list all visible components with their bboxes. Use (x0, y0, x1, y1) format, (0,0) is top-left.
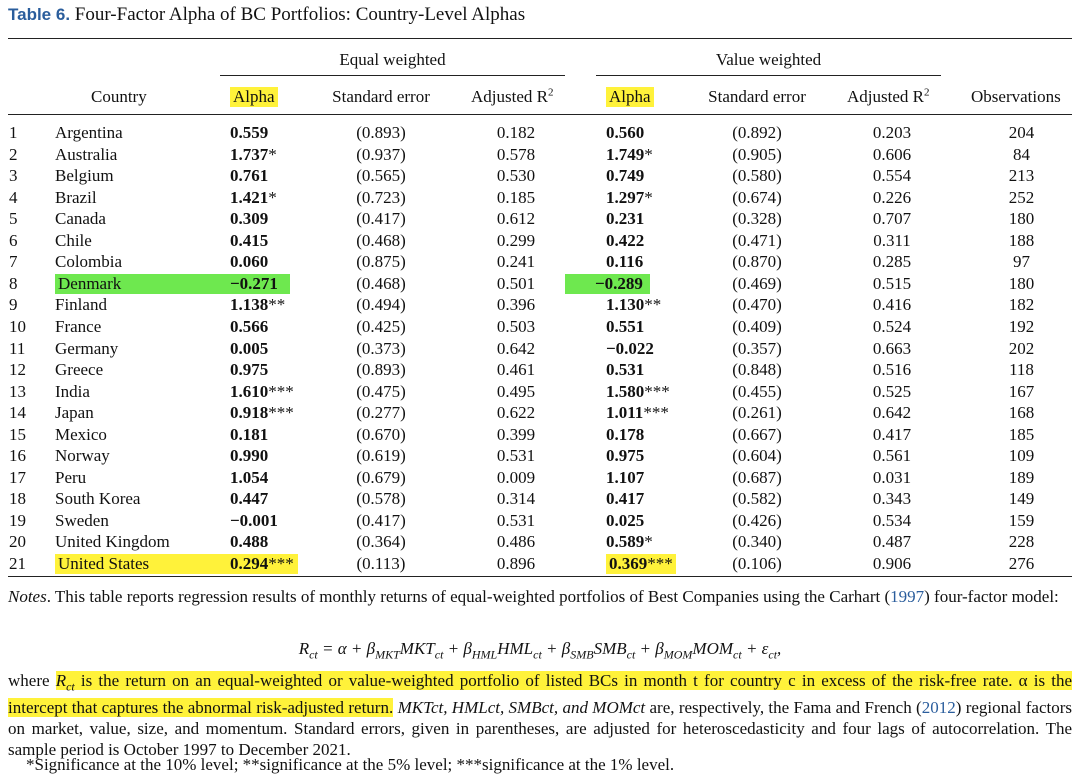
row-r2-ew: 0.896 (496, 554, 536, 573)
row-se-ew: (0.277) (356, 403, 406, 422)
row-alpha-vw: 0.231 (606, 209, 645, 228)
row-alpha-vw: 0.975 (606, 446, 645, 465)
row-alpha-vw: 0.369*** (606, 554, 676, 574)
row-country: Australia (55, 145, 118, 164)
row-se-vw: (0.674) (732, 188, 782, 207)
row-alpha-ew: 0.294*** (218, 554, 298, 574)
row-se-ew: (0.113) (356, 554, 406, 573)
row-se-ew: (0.578) (356, 489, 406, 508)
group-equal-weighted: Equal weighted (339, 50, 446, 69)
carhart-equation: $R_{ct} = \alpha + \beta_{MKT}MKT_{ct} + \beta_{HML}HML_{ct} + \beta_{SMB}SMB_{ct} + \beta_{MOM}MOM_{ct} + \varepsilon_{ct}$, (298, 639, 782, 662)
row-alpha-ew: 0.181 (230, 425, 269, 444)
row-observations: 213 (1008, 166, 1035, 185)
row-r2-vw: 0.416 (872, 295, 912, 314)
row-se-vw: (0.848) (732, 360, 782, 379)
row-se-vw: (0.870) (732, 252, 782, 271)
table-title (8, 4, 525, 26)
row-alpha-vw: 0.589* (606, 532, 653, 551)
row-observations: 204 (1008, 123, 1035, 142)
row-r2-ew: 0.531 (496, 446, 536, 465)
row-alpha-vw: 1.011*** (606, 403, 669, 422)
row-r2-ew: 0.009 (496, 468, 536, 487)
row-number: 8 (9, 274, 18, 293)
row-r2-ew: 0.241 (496, 252, 536, 271)
row-se-vw: (0.469) (732, 274, 782, 293)
row-number: 20 (9, 532, 26, 551)
row-se-vw: (0.106) (732, 554, 782, 573)
header-se-vw: Standard error (708, 87, 806, 106)
row-alpha-ew: 0.415 (230, 231, 269, 250)
row-alpha-vw: 1.130** (606, 295, 662, 314)
row-number: 14 (9, 403, 26, 422)
row-alpha-ew: 0.309 (230, 209, 269, 228)
row-r2-vw: 0.561 (872, 446, 912, 465)
row-se-ew: (0.494) (356, 295, 406, 314)
row-observations: 167 (1008, 382, 1035, 401)
row-observations: 228 (1008, 532, 1035, 551)
header-adjr2-ew: Adjusted $R^2$ (471, 86, 554, 106)
row-alpha-vw: 0.178 (606, 425, 645, 444)
row-observations: 168 (1008, 403, 1035, 422)
row-country: South Korea (55, 489, 141, 508)
row-r2-vw: 0.642 (872, 403, 912, 422)
row-se-ew: (0.893) (356, 123, 406, 142)
row-country: France (55, 317, 102, 336)
row-number: 9 (9, 295, 18, 314)
row-alpha-vw: 0.116 (606, 252, 644, 271)
row-r2-ew: 0.461 (496, 360, 536, 379)
row-se-ew: (0.417) (356, 511, 406, 530)
row-r2-vw: 0.285 (872, 252, 912, 271)
row-alpha-ew: 1.421* (230, 188, 277, 207)
row-alpha-vw: 0.417 (606, 489, 645, 508)
row-observations: 180 (1008, 209, 1035, 228)
row-r2-ew: 0.299 (496, 231, 536, 250)
row-alpha-ew: 1.610*** (230, 382, 294, 401)
row-country: Argentina (55, 123, 123, 142)
row-se-vw: (0.261) (732, 403, 782, 422)
row-r2-ew: 0.396 (496, 295, 536, 314)
row-r2-vw: 0.515 (872, 274, 912, 293)
row-se-ew: (0.468) (356, 274, 406, 293)
row-country: Belgium (55, 166, 114, 185)
row-r2-ew: 0.612 (496, 209, 536, 228)
row-number: 1 (9, 123, 18, 142)
row-observations: 118 (1009, 360, 1034, 379)
row-alpha-ew: 0.990 (230, 446, 269, 465)
row-alpha-ew: 0.566 (230, 317, 269, 336)
row-observations: 185 (1008, 425, 1035, 444)
row-country: Mexico (55, 425, 107, 444)
row-country: United States (55, 554, 251, 574)
row-number: 6 (9, 231, 18, 250)
row-alpha-vw: 0.551 (606, 317, 645, 336)
row-alpha-ew: 1.737* (230, 145, 277, 164)
row-alpha-vw: 1.107 (606, 468, 645, 487)
row-alpha-vw: −0.022 (606, 339, 654, 358)
row-se-ew: (0.619) (356, 446, 406, 465)
row-number: 19 (9, 511, 26, 530)
row-se-vw: (0.426) (732, 511, 782, 530)
row-number: 5 (9, 209, 18, 228)
row-alpha-vw: 0.025 (606, 511, 645, 530)
row-se-vw: (0.340) (732, 532, 782, 551)
row-number: 17 (9, 468, 26, 487)
notes-paragraph-2: where $R_{ct}$ is the return on an equal-weighted or value-weighted portfolio of listed BCs in month t for country c in excess of the risk-free rate. α is the intercept that captures the abnormal risk-adjusted return. MKTct, HMLct, SMBct, and MOMct are, respectively, the Fama and French (2012) regional factors on market, value, size, and momentum. Standard errors, given in parentheses, are adjusted for heteroscedasticity and four lags of autocorrelation. The sample period is October 1997 to December 2021. (8, 671, 1072, 760)
row-country: Finland (55, 295, 107, 314)
row-observations: 149 (1008, 489, 1035, 508)
row-observations: 180 (1008, 274, 1035, 293)
row-observations: 276 (1008, 554, 1035, 573)
row-se-vw: (0.604) (732, 446, 782, 465)
row-alpha-ew: 0.761 (230, 166, 269, 185)
row-observations: 252 (1008, 188, 1035, 207)
row-country: Norway (55, 446, 110, 465)
row-alpha-vw: 0.560 (606, 123, 645, 142)
row-se-ew: (0.723) (356, 188, 406, 207)
header-adjr2-vw: Adjusted $R^2$ (847, 86, 930, 106)
row-country: Sweden (55, 511, 109, 530)
row-number: 3 (9, 166, 18, 185)
row-country: India (55, 382, 90, 401)
row-se-vw: (0.580) (732, 166, 782, 185)
row-se-ew: (0.364) (356, 532, 406, 551)
row-r2-vw: 0.554 (872, 166, 912, 185)
row-observations: 202 (1008, 339, 1035, 358)
row-number: 7 (9, 252, 18, 271)
row-r2-vw: 0.031 (872, 468, 912, 487)
header-se-ew: Standard error (332, 87, 430, 106)
row-r2-vw: 0.707 (872, 209, 912, 228)
header-rule (8, 114, 1072, 115)
row-country: Colombia (55, 252, 123, 271)
notes-label: Notes (8, 587, 47, 606)
row-alpha-ew: 0.005 (230, 339, 269, 358)
row-r2-vw: 0.906 (872, 554, 912, 573)
row-se-vw: (0.328) (732, 209, 782, 228)
header-observations: Observations (971, 87, 1061, 106)
row-alpha-ew: 0.060 (230, 252, 269, 271)
row-country: Canada (55, 209, 106, 228)
row-r2-ew: 0.642 (496, 339, 536, 358)
row-observations: 188 (1008, 231, 1035, 250)
row-alpha-ew: 1.054 (230, 468, 269, 487)
row-alpha-ew: 1.138** (230, 295, 286, 314)
row-number: 21 (9, 554, 26, 573)
row-se-ew: (0.373) (356, 339, 406, 358)
row-observations: 189 (1008, 468, 1035, 487)
row-alpha-ew: 0.975 (230, 360, 269, 379)
header-alpha-ew: Alpha (230, 87, 278, 107)
row-observations: 159 (1008, 511, 1035, 530)
row-r2-vw: 0.343 (872, 489, 912, 508)
row-r2-ew: 0.486 (496, 532, 536, 551)
row-r2-vw: 0.525 (872, 382, 912, 401)
table-caption: Four-Factor Alpha of BC Portfolios: Country-Level Alphas (74, 4, 526, 25)
row-country: United Kingdom (55, 532, 170, 551)
row-se-ew: (0.417) (356, 209, 406, 228)
notes-paragraph-1: Notes. This table reports regression results of monthly returns of equal-weighted portfolios of Best Companies using the Carhart (1997) four-factor model: (8, 587, 1059, 606)
row-se-vw: (0.892) (732, 123, 782, 142)
row-number: 4 (9, 188, 18, 207)
row-alpha-vw: −0.289 (565, 274, 650, 294)
row-r2-vw: 0.663 (872, 339, 912, 358)
row-se-vw: (0.687) (732, 468, 782, 487)
row-se-vw: (0.905) (732, 145, 782, 164)
row-alpha-ew: 0.488 (230, 532, 269, 551)
row-r2-ew: 0.495 (496, 382, 536, 401)
significance-footnote: *Significance at the 10% level; **significance at the 5% level; ***significance at the 1% level. (26, 755, 675, 774)
bottom-rule (8, 576, 1072, 577)
row-country: Japan (55, 403, 94, 422)
row-r2-vw: 0.417 (872, 425, 912, 444)
ref-carhart-1997[interactable]: 1997 (890, 587, 925, 606)
row-r2-ew: 0.622 (496, 403, 536, 422)
row-se-ew: (0.937) (356, 145, 406, 164)
row-r2-vw: 0.534 (872, 511, 912, 530)
row-r2-ew: 0.182 (496, 123, 536, 142)
row-alpha-vw: 0.422 (606, 231, 645, 250)
row-r2-ew: 0.399 (496, 425, 536, 444)
row-number: 15 (9, 425, 26, 444)
row-se-ew: (0.875) (356, 252, 406, 271)
row-country: Denmark (55, 274, 251, 294)
row-observations: 109 (1008, 446, 1035, 465)
header-country: Country (91, 87, 147, 106)
row-se-ew: (0.565) (356, 166, 406, 185)
group-rule-equal (220, 75, 565, 76)
row-r2-ew: 0.501 (496, 274, 536, 293)
row-r2-ew: 0.530 (496, 166, 536, 185)
row-r2-vw: 0.226 (872, 188, 912, 207)
row-number: 13 (9, 382, 26, 401)
row-r2-ew: 0.503 (496, 317, 536, 336)
row-country: Brazil (55, 188, 97, 207)
row-number: 11 (9, 339, 26, 358)
row-number: 16 (9, 446, 26, 465)
row-r2-vw: 0.203 (872, 123, 912, 142)
row-alpha-ew: 0.918*** (230, 403, 294, 422)
row-se-vw: (0.582) (732, 489, 782, 508)
row-observations: 192 (1008, 317, 1035, 336)
row-alpha-ew: −0.001 (230, 511, 278, 530)
row-r2-vw: 0.516 (872, 360, 912, 379)
row-se-vw: (0.667) (732, 425, 782, 444)
row-country: Chile (55, 231, 92, 250)
row-se-ew: (0.468) (356, 231, 406, 250)
row-r2-ew: 0.531 (496, 511, 536, 530)
ref-fama-french-2012[interactable]: 2012 (921, 698, 956, 718)
group-rule-value (596, 75, 941, 76)
row-observations: 84 (1013, 145, 1030, 164)
table-label: Table 6. (8, 5, 71, 24)
row-country: Germany (55, 339, 119, 358)
top-rule (8, 38, 1072, 39)
row-alpha-ew: 0.559 (230, 123, 269, 142)
row-alpha-vw: 0.531 (606, 360, 645, 379)
row-alpha-ew: −0.271 (218, 274, 290, 294)
row-country: Peru (55, 468, 87, 487)
row-r2-vw: 0.311 (873, 231, 911, 250)
row-se-vw: (0.409) (732, 317, 782, 336)
row-se-ew: (0.670) (356, 425, 406, 444)
row-observations: 97 (1013, 252, 1030, 271)
highlighted-definition: $R_{ct}$ is the return on an equal-weighted or value-weighted portfolio of listed BCs in month t for country c in excess of the risk-free rate. α is the intercept that captures the abnormal risk-adjusted return. (8, 671, 1072, 718)
row-r2-vw: 0.487 (872, 532, 912, 551)
header-alpha-vw: Alpha (606, 87, 654, 107)
row-r2-vw: 0.524 (872, 317, 912, 336)
row-number: 2 (9, 145, 18, 164)
row-se-ew: (0.475) (356, 382, 406, 401)
group-value-weighted: Value weighted (715, 50, 822, 69)
row-se-ew: (0.679) (356, 468, 406, 487)
row-se-vw: (0.455) (732, 382, 782, 401)
row-alpha-vw: 0.749 (606, 166, 645, 185)
row-alpha-ew: 0.447 (230, 489, 269, 508)
row-r2-vw: 0.606 (872, 145, 912, 164)
row-observations: 182 (1008, 295, 1035, 314)
factor-list: MKTct, HMLct, SMBct, and MOMct (397, 698, 646, 718)
row-se-vw: (0.357) (732, 339, 782, 358)
row-alpha-vw: 1.749* (606, 145, 653, 164)
row-number: 18 (9, 489, 26, 508)
row-r2-ew: 0.578 (496, 145, 536, 164)
row-se-vw: (0.470) (732, 295, 782, 314)
row-r2-ew: 0.314 (496, 489, 536, 508)
row-number: 10 (9, 317, 26, 336)
row-country: Greece (55, 360, 104, 379)
row-number: 12 (9, 360, 26, 379)
row-r2-ew: 0.185 (496, 188, 536, 207)
row-se-ew: (0.893) (356, 360, 406, 379)
row-alpha-vw: 1.580*** (606, 382, 670, 401)
row-se-ew: (0.425) (356, 317, 406, 336)
row-alpha-vw: 1.297* (606, 188, 653, 207)
row-se-vw: (0.471) (732, 231, 782, 250)
